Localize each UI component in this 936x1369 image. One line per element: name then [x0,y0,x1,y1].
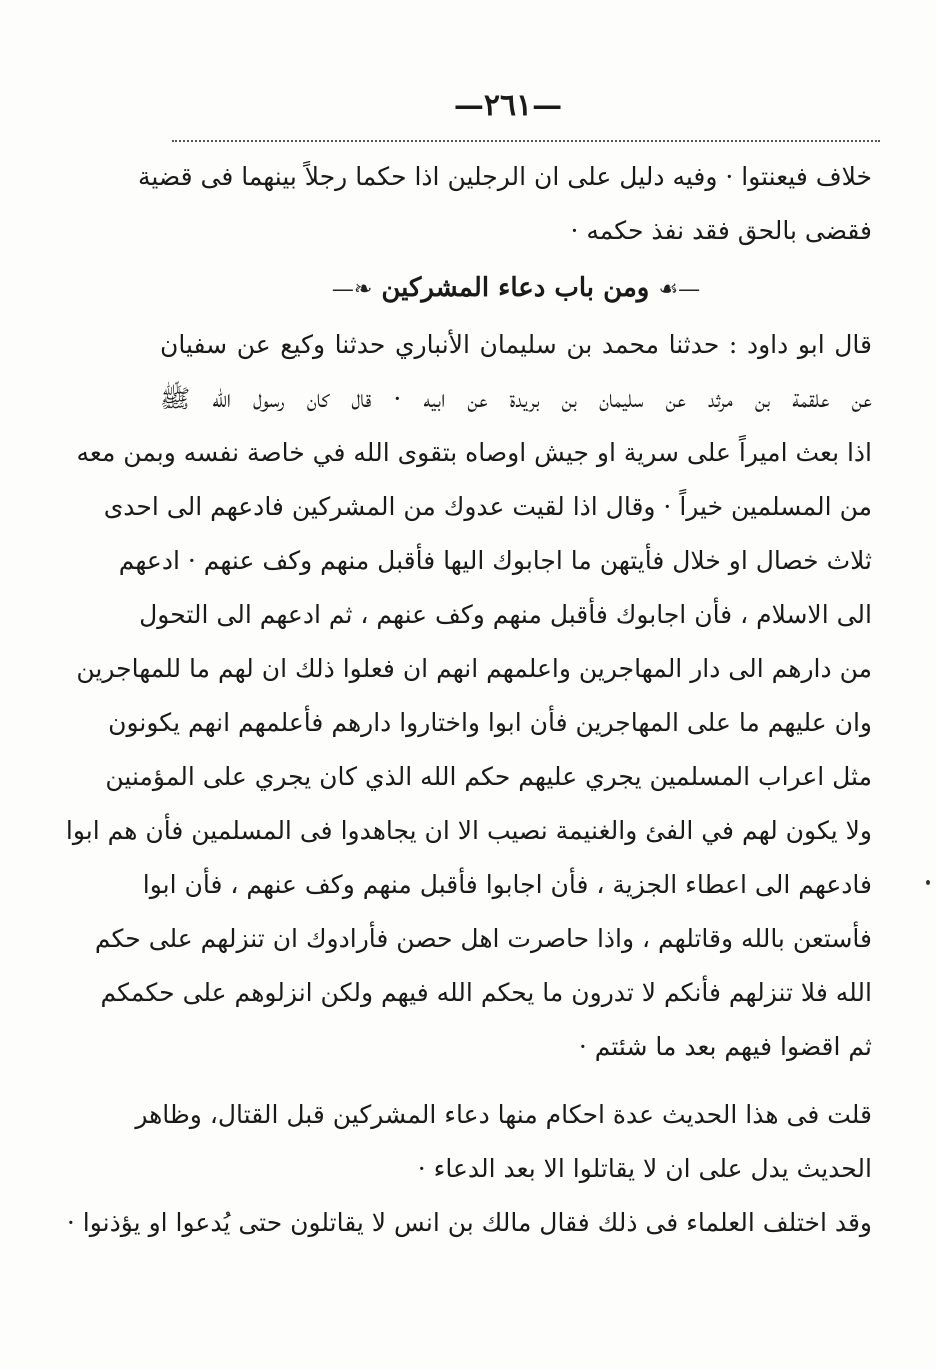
paragraph-gap [160,1074,872,1088]
text-line: مثل اعراب المسلمين يجري عليهم حكم الله الذي كان يجري على المؤمنين [105,762,872,791]
section-heading [160,260,872,316]
text-line: وان عليهم ما على المهاجرين فأن ابوا واختاروا دارهم فأعلمهم انهم يكونون [108,708,872,737]
text-line: فقضى بالحق فقد نفذ حكمه · [570,216,872,245]
text-line: عن علقمة بن مرثد عن سليمان بن بريدة عن ابيه · قال كان رسول الله ﷺ [160,384,872,413]
text-line: خلاف فيعنتوا · وفيه دليل على ان الرجلين اذا حكما رجلاً بينهما فى قضية [137,162,872,191]
scan-speck [926,880,930,885]
text-line: ولا يكون لهم في الفئ والغنيمة نصيب الا ان يجاهدوا فى المسلمين فأن هم ابوا [65,816,872,845]
page-number: —٢٦١— [453,88,563,123]
text-line: اذا بعث اميراً على سرية او جيش اوصاه بتقوى الله في خاصة نفسه وبمن معه [76,438,872,467]
header-divider [172,140,880,142]
text-line: فأستعن بالله وقاتلهم ، واذا حاصرت اهل حصن فأرادوك ان تنزلهم على حكم [94,924,872,953]
text-line: من دارهم الى دار المهاجرين واعلمهم انهم ان فعلوا ذلك ان لهم ما للمهاجرين [76,654,872,683]
text-line: ثم اقضوا فيهم بعد ما شئتم · [578,1032,872,1061]
text-line: وقد اختلف العلماء فى ذلك فقال مالك بن انس لا يقاتلون حتى يُدعوا او يؤذنوا · [66,1208,872,1237]
section-title: ومن باب دعاء المشركين [381,273,650,303]
text-line: ثلاث خصال او خلال فأيتهن ما اجابوك اليها فأقبل منهم وكف عنهم · ادعهم [118,546,872,575]
ornament-right-icon: —☙ [658,277,701,302]
text-line: الحديث يدل على ان لا يقاتلوا الا بعد الدعاء · [417,1154,872,1183]
text-line: فادعهم الى اعطاء الجزية ، فأن اجابوا فأقبل منهم وكف عنهم ، فأن ابوا [142,870,872,899]
text-line: من المسلمين خيراً · وقال اذا لقيت عدوك من المشركين فادعهم الى احدى [103,492,872,521]
text-line: الله فلا تنزلهم فأنكم لا تدرون ما يحكم الله فيهم ولكن انزلوهم على حكمكم [100,978,872,1007]
text-line: قلت فى هذا الحديث عدة احكام منها دعاء المشركين قبل القتال، وظاهر [135,1100,872,1129]
text-line: قال ابو داود : حدثنا محمد بن سليمان الأنباري حدثنا وكيع عن سفيان [160,330,872,359]
text-line: الى الاسلام ، فأن اجابوك فأقبل منهم وكف عنهم ، ثم ادعهم الى التحول [139,600,872,629]
body-text [65,150,872,1250]
ornament-left-icon: ❧— [331,277,373,302]
